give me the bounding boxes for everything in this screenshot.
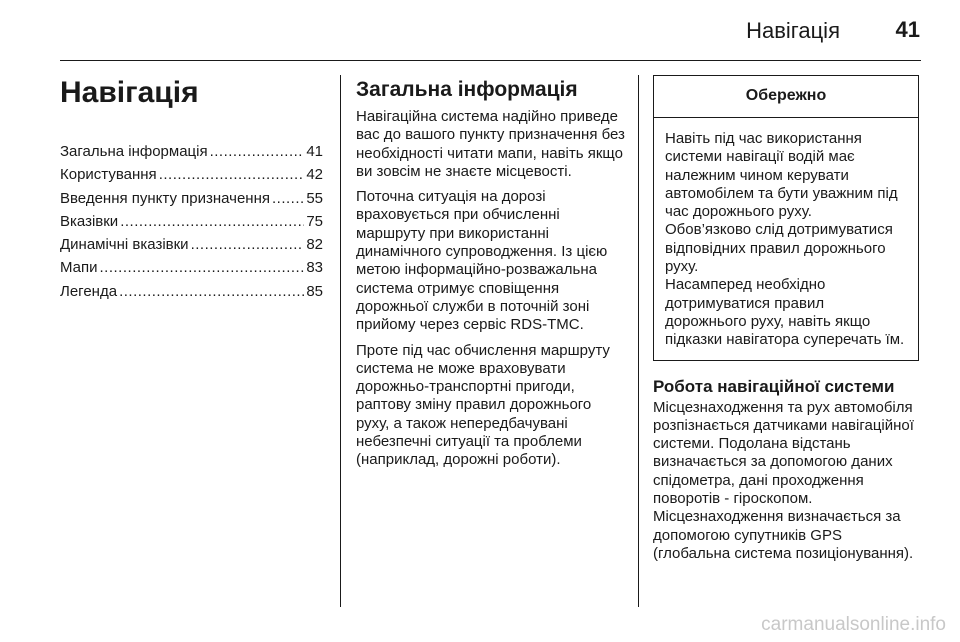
toc-leader (120, 210, 304, 233)
toc-item[interactable] (60, 187, 323, 210)
toc-leader (191, 233, 305, 256)
toc-item[interactable] (60, 280, 323, 303)
toc-page: 75 (306, 212, 323, 230)
toc-leader (119, 280, 304, 303)
warning-text: Насамперед необхідно дотримуватися правил дорожнього руху, навіть якщо підказки навігатора суперечать їм. (665, 276, 905, 349)
toc-label: Введення пункту призначення (60, 189, 270, 207)
header-divider (60, 60, 921, 61)
section-heading: Робота навігаційної системи (653, 376, 895, 396)
toc-label: Загальна інформація (60, 143, 208, 160)
toc-leader (100, 256, 305, 279)
toc-item[interactable] (60, 256, 323, 279)
column-divider (638, 75, 639, 607)
toc-page: 55 (306, 189, 323, 207)
toc-item[interactable] (60, 140, 323, 163)
toc-leader (159, 163, 305, 186)
warning-text: Обов’язково слід дотримуватися відповідних правил дорожнього руху. (665, 221, 893, 276)
toc-label: Вказівки (60, 212, 119, 230)
toc-leader (210, 140, 305, 163)
warning-title: Обережно (654, 76, 918, 118)
warning-text: Навіть під час використання системи навігації водій має належним чином керувати автомобілем та бути уважним під час дорожнього руху. (665, 130, 898, 221)
toc-item[interactable] (60, 210, 323, 233)
toc-page: 83 (306, 259, 323, 277)
toc-label: Динамічні вказівки (60, 236, 189, 254)
toc-leader (272, 187, 304, 210)
table-of-contents (60, 140, 323, 303)
body-paragraph: Поточна ситуація на дорозі враховується при обчисленні маршруту при використанні динамічного супроводження. Із цією метою інформаційно-розважальна система отримує сповіщення дорожньої служби в поточній зоні прийому через сервіс RDS-TMC. (356, 188, 608, 334)
toc-page: 85 (306, 282, 323, 300)
body-paragraph: Місцезнаходження та рух автомобіля розпізнається датчиками навігаційної системи. Подолана відстань визначається за допомогою даних спідометра, дані проходження поворотів - гіроскопом. Місцезнаходження визначається за допомогою супутників GPS (глобальна система позиціонування). (653, 398, 914, 562)
column-divider (340, 75, 341, 607)
toc-column (60, 76, 323, 303)
body-paragraph: Навігаційна система надійно приведе вас до вашого пункту призначення без необхідності читати мапи, навіть якщо ви зовсім не знаєте місцевості. (356, 108, 625, 180)
general-info-column (356, 78, 626, 477)
toc-label: Легенда (60, 282, 118, 300)
warning-body (654, 118, 918, 360)
section-heading: Загальна інформація (356, 78, 578, 101)
running-title: Навігація (746, 18, 840, 43)
chapter-title: Навігація (60, 76, 199, 109)
toc-label: Мапи (60, 259, 98, 277)
body-paragraph: Проте під час обчислення маршруту система не може враховувати дорожньо-транспортні пригоди, раптову зміну правил дорожнього руху, а також непередбачувані небезпечні ситуації та проблеми (наприклад, дорожні роботи). (356, 341, 610, 469)
toc-page: 82 (306, 236, 323, 254)
toc-page: 41 (306, 143, 323, 160)
warning-box (653, 75, 919, 361)
toc-item[interactable] (60, 233, 323, 256)
right-column (653, 75, 919, 570)
toc-item[interactable] (60, 163, 323, 186)
page-number: 41 (895, 17, 920, 42)
toc-page: 42 (306, 166, 323, 184)
watermark: carmanualsonline.info (761, 614, 946, 635)
toc-label: Користування (60, 166, 157, 184)
